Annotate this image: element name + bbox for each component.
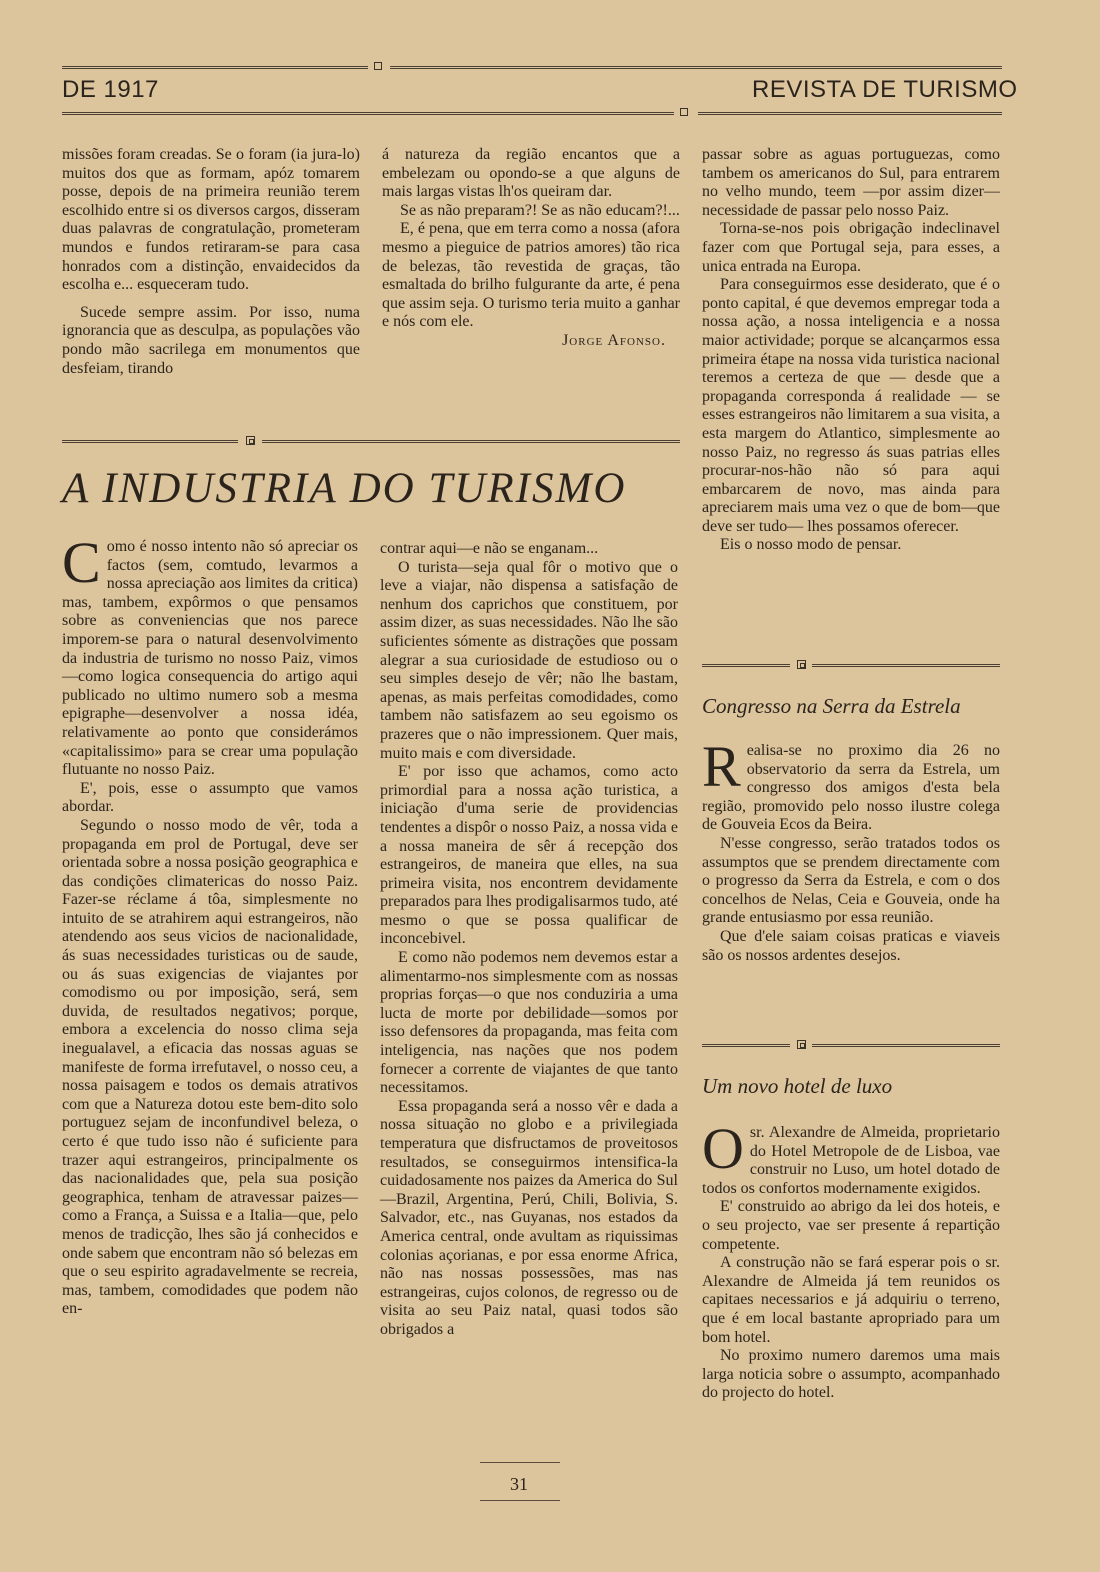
article-column-2 (380, 540, 678, 1340)
header-rule-bottom-right (698, 112, 1002, 115)
article-title: A INDUSTRIA DO TURISMO (62, 465, 627, 512)
paragraph: á natureza da região encantos que a embelezam ou opondo-se a que alguns de mais largas vistas lh'os queiram dar. (382, 146, 680, 201)
paragraph (62, 530, 358, 780)
paragraph: E' construido ao abrigo da lei dos hoteis, e o seu projecto, vae ser presente á repartição competente. (702, 1198, 1000, 1253)
separator-ornament (246, 436, 255, 445)
paragraph: Que d'ele saiam coisas praticas e viaveis são os nossos ardentes desejos. (702, 927, 1000, 964)
paragraph: Torna-se-nos pois obrigação indeclinavel fazer com que Portugal seja, para esses, a unica entrada na Europa. (702, 220, 1000, 275)
paragraph (702, 1116, 1000, 1198)
congresso-title: Congresso na Serra da Estrela (702, 694, 961, 718)
section-separator-right (812, 664, 1000, 667)
page-number-rule-bottom (480, 1500, 560, 1501)
header-rule-top-left (62, 66, 368, 69)
header-right: REVISTA DE TURISMO (752, 76, 1018, 103)
congresso-body (702, 734, 1000, 965)
separator-ornament (797, 660, 806, 669)
paragraph: Para conseguirmos esse desiderato, que é o ponto capital, é que devemos empregar toda a nossa ação, a nossa inteligencia e a nossa maior actividade; porque se alcançarmos essa primeira étape na nossa vida turistica nacional teremos a certeza de que — desde que a propaganda corresponda á realidade — se esses estrangeiros não limitarem a sua visita, a esta margem do Atlantico, simplesmente ao nosso Paiz, no regresso ás suas patrias elles procurar-nos-hão não só para aqui embarcarem de novo, mas ainda para apreciarem mais uma vez o que de bom—que deve ser tudo— lhes possamos oferecer. (702, 276, 1000, 535)
header-ornament-2 (680, 108, 688, 116)
section-separator-right (812, 1044, 1000, 1047)
dropcap: C (62, 530, 101, 595)
paragraph: E', pois, esse o assumpto que vamos abordar. (62, 779, 358, 816)
header-ornament (374, 62, 382, 70)
author-signature: Jorge Afonso. (562, 331, 666, 349)
article-column-1 (62, 530, 358, 1319)
paragraph: missões foram creadas. Se o foram (ia jura-lo) muitos dos que as formam, apóz tomarem posse, depois de na primeira reunião terem escolhido entre si os diversos cargos, disseram duas palavras de congratulação, prometeram mundos e fundos retiraram-se para casa honrados com a distinção, envaidecidos da escolha e... esqueceram tudo. (62, 146, 360, 294)
paragraph-text: omo é nosso intento não só apreciar os factos (sem, comtudo, levarmos a nossa apreciação aos limites da critica) mas, tambem, expôrmos o que pensamos sobre as conveniencias que nos parece imporem-se para o natural desenvolvimento da industria de turismo no nosso Paiz, vimos—como logica consequencia do artigo aqui publicado no ultimo numero sob a mesma epigraphe—desenvolver a nossa idéa, relativamente ao ponto que considerámos «capitalissimo» para se crear uma população flutuante no nosso Paiz. (62, 538, 358, 779)
paragraph-text: sr. Alexandre de Almeida, proprietario do Hotel Metropole de de Lisboa, vae construir no Luso, um hotel dotado de todos os confortos modernamente exigidos. (702, 1124, 1000, 1197)
header-left: DE 1917 (62, 76, 159, 103)
page-number: 31 (510, 1474, 528, 1494)
section-separator-left (702, 664, 790, 667)
paragraph: E, é pena, que em terra como a nossa (afora mesmo a pieguice de patrios amores) tão rica de belezas, tão revestida de graças, tão esmaltada do brilho fulgurante da arte, é pena que assim seja. O turismo teria muito a ganhar e nós com ele. (382, 220, 680, 331)
paragraph: passar sobre as aguas portuguezas, como tambem os americanos do Sul, para entrarem no velho mundo, teem —por assim dizer—necessidade de passar pelo nosso Paiz. (702, 146, 1000, 219)
separator-ornament (797, 1040, 806, 1049)
paragraph: E' por isso que achamos, como acto primordial para a nossa ação turistica, a iniciação d'uma serie de providencias tendentes a dispôr o nosso Paiz, a nossa vida e a nossa maneira de sêr á recepção dos estrangeiros, de maneira que elles, na sua primeira visita, nos encontrem devidamente preparados para lhes prodigalisarmos tudo, até mesmo o que se possa qualificar de inconcebivel. (380, 763, 678, 948)
section-separator-right (262, 440, 680, 443)
paragraph: No proximo numero daremos uma mais larga noticia sobre o assumpto, acompanhado do projecto do hotel. (702, 1347, 1000, 1402)
paragraph: A construção não se fará esperar pois o sr. Alexandre de Almeida já tem reunidos os capitaes necessarios e já adquiriu o terreno, que é em local bastante apropriado para um bom hotel. (702, 1254, 1000, 1346)
paragraph: N'esse congresso, serão tratados todos os assumptos que se prendem directamente com o progresso da Serra da Estrela, e com o dos concelhos de Nelas, Ceia e Gouveia, onde ha grande entusiasmo por essa reunião. (702, 834, 1000, 927)
paragraph: O turista—seja qual fôr o motivo que o leve a viajar, não dispensa a satisfação de nenhum dos caprichos que constituem, por assim dizer, as suas necessidades. Não lhe são suficientes sómente as distrações que possam alegrar a sua curiosidade de estudioso ou o seu simples desejo de vêr; não lhe bastam, apenas, as mais perfeitas comodidades, como tambem não satisfazem ao seu egoismo os prazeres que o não impressionem. Quer mais, muito mais e com diversidade. (380, 558, 678, 762)
paragraph: Segundo o nosso modo de vêr, toda a propaganda em prol de Portugal, deve ser orientada sobre a nossa posição geographica e das condições climatericas do nosso Paiz. Fazer-se réclame á tôa, simplesmente no intuito de se atrahirem aqui estrangeiros, não atendendo aos seus vicios de nacionalidade, ás suas necessidades turisticas ou de saude, ou ás suas exigencias de viajantes por comodismo ou por imposição, será, sem duvida, de resultados negativos; porque, embora a excelencia do nosso clima seja inegualavel, a eficacia das nossas aguas se manifeste de forma irrefutavel, o nosso ceu, a nossa paisagem e todos os demais atrativos com que a Natureza dotou este bem-dito solo portuguez sejam de inconfundivel beleza, o certo é que tudo isso não é suficiente para trazer aqui estrangeiros, principalmente os das nacionalidades que, pela sua posição geographica, tenham de atravessar paizes—como a França, a Suissa e a Italia—que, pelo menos de tradicção, lhes são já conhecidos e onde sabem que encontram não só belezas em que o seu espirito agradavelmente se recreia, mas, tambem, comodidades que podem não en- (62, 816, 358, 1318)
hotel-body (702, 1116, 1000, 1403)
hotel-title: Um novo hotel de luxo (702, 1074, 893, 1098)
page-number-rule-top (480, 1462, 560, 1463)
article-column-3 (702, 146, 1000, 555)
header-rule-top-right (390, 66, 1002, 69)
header-rule-bottom-left (62, 112, 674, 115)
paragraph: E como não podemos nem devemos estar a alimentarmo-nos simplesmente com as nossas proprias forças—o que nos conduziria a uma lucta de morte por debilidade—somos por isso defensores da propaganda, mas feita com inteligencia, nas nações que nos podem fornecer a corrente de viajantes de que tanto necessitamos. (380, 949, 678, 1097)
dropcap: R (702, 734, 741, 799)
paragraph: Se as não preparam?! Se as não educam?!... (400, 201, 680, 219)
paragraph-text: ealisa-se no proximo dia 26 no observatorio da serra da Estrela, um congresso dos amigos d'esta bela região, promovido pelo nosso ilustre colega de Gouveia Ecos da Beira. (702, 742, 1000, 834)
top-column-2 (382, 146, 680, 351)
section-separator-left (62, 440, 238, 443)
paragraph: Sucede sempre assim. Por isso, numa ignorancia que as desculpa, as populações vão pondo mão sacrilega em monumentos que desfeiam, tirando (62, 303, 360, 377)
paragraph (702, 734, 1000, 835)
paragraph: Eis o nosso modo de pensar. (720, 536, 902, 554)
section-separator-left (702, 1044, 790, 1047)
top-column-1 (62, 146, 360, 378)
paragraph: contrar aqui—e não se enganam... (380, 540, 599, 557)
dropcap: O (702, 1116, 744, 1181)
paragraph: Essa propaganda será a nosso vêr e dada a nossa situação no globo e a privilegiada temperatura que disfructamos de proveitosos resultados, se conseguirmos intensifica-la cuidadosamente nos paizes da America do Sul—Brazil, Argentina, Perú, Chili, Bolivia, S. Salvador, etc., nas Guyanas, nos estados da America central, onde avultam as riquissimas colonias açorianas, e por essa enorme Africa, não nas nossas possessões, mas nas estrangeiras, cujos colonos, de regresso ou de visita ao seu Paiz natal, quasi todos são obrigados a (380, 1097, 678, 1338)
